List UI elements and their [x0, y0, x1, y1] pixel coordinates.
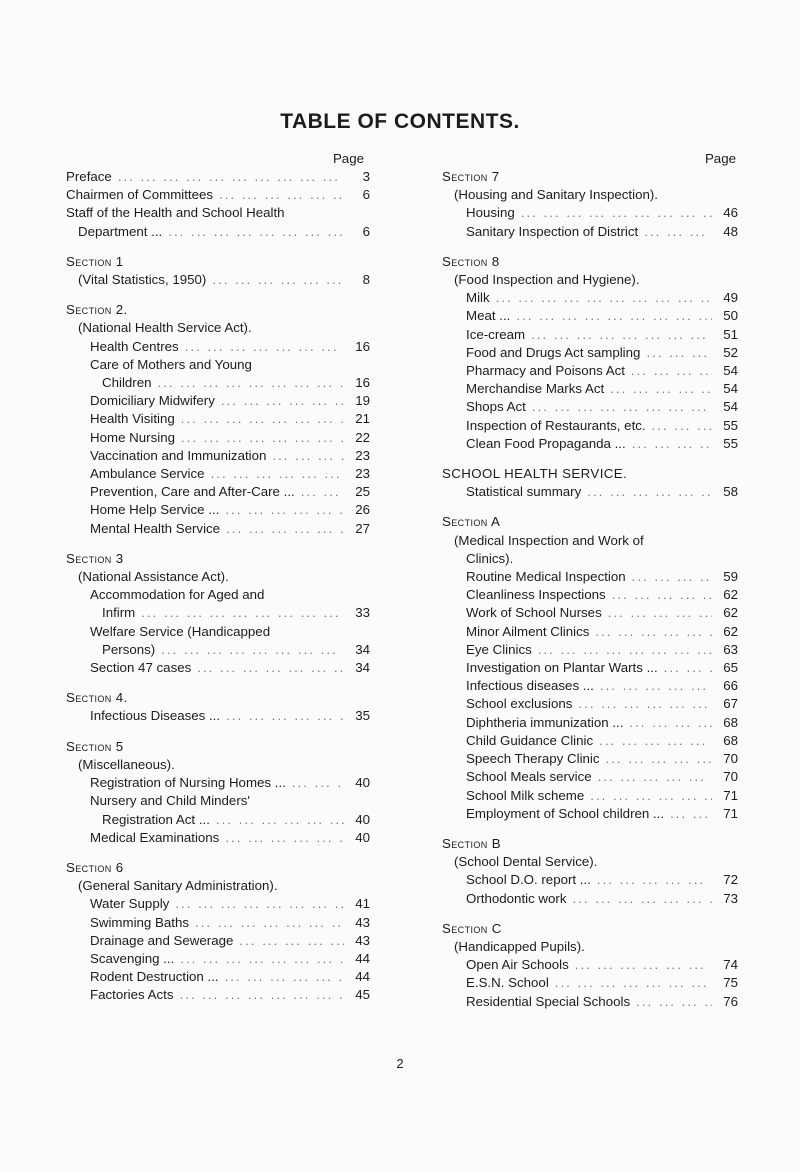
toc-entry[interactable]: Child Guidance Clinic ... . 68 [442, 732, 738, 750]
toc-entry[interactable]: Ambulance Service ... . 23 [66, 465, 370, 483]
toc-entry[interactable]: Minor Ailment Clinics ... . 62 [442, 623, 738, 641]
toc-entry[interactable]: Registration Act ... ... . 40 [66, 811, 370, 829]
toc-entry[interactable]: Statistical summary ... . 58 [442, 483, 738, 501]
toc-entry[interactable]: Children ... . 16 [66, 374, 370, 392]
toc-entry[interactable]: Employment of School children ... ... . 71 [442, 805, 738, 823]
section-heading: Section A [442, 514, 501, 530]
toc-entry[interactable]: Speech Therapy Clinic ... . 70 [442, 750, 738, 768]
toc-entry[interactable]: Pharmacy and Poisons Act ... . 54 [442, 362, 738, 380]
toc-entry[interactable]: School D.O. report ... ... . 72 [442, 871, 738, 889]
toc-entry-vital-statistics[interactable]: (Vital Statistics, 1950) ... . 8 [66, 271, 370, 289]
toc-entry-chairmen[interactable]: Chairmen of Committees ... . 6 [66, 186, 370, 204]
toc-entry[interactable]: Routine Medical Inspection ... . 59 [442, 568, 738, 586]
page-column-header: Page [332, 151, 364, 166]
section-subtitle-cont: Clinics). [466, 550, 514, 566]
toc-entry[interactable]: Milk ... . 49 [442, 289, 738, 307]
toc-entry[interactable]: Sanitary Inspection of District ... . 48 [442, 223, 738, 241]
toc-entry[interactable]: Shops Act ... . 54 [442, 398, 738, 416]
toc-entry[interactable]: Cleanliness Inspections ... . 62 [442, 586, 738, 604]
toc-entry[interactable]: Drainage and Sewerage ... . 43 [66, 932, 370, 950]
section-subtitle: (Miscellaneous). [78, 756, 175, 772]
section-heading: Section 5 [66, 738, 124, 754]
toc-entry-preface[interactable]: Preface ... . 3 [66, 168, 370, 186]
section-heading: Section 2. [66, 302, 128, 318]
toc-entry[interactable]: Residential Special Schools ... . 76 [442, 993, 738, 1011]
toc-entry[interactable]: Medical Examinations ... . 40 [66, 829, 370, 847]
section-heading: Section 1 [66, 253, 124, 269]
section-subtitle: (National Assistance Act). [78, 569, 229, 585]
contents-column-right [442, 150, 738, 1011]
toc-entry[interactable]: Open Air Schools ... . 74 [442, 956, 738, 974]
toc-entry-staff-line1: Staff of the Health and School Health [66, 205, 285, 221]
toc-entry[interactable]: Eye Clinics ... . 63 [442, 641, 738, 659]
toc-entry[interactable]: Vaccination and Immunization ... . 23 [66, 447, 370, 465]
section-heading: Section C [442, 920, 502, 936]
toc-entry-staff[interactable]: Department ... ... . 6 [66, 223, 370, 241]
toc-entry-line: Care of Mothers and Young [90, 356, 252, 372]
toc-entry[interactable]: Infectious diseases ... ... . 66 [442, 677, 738, 695]
toc-entry[interactable]: Orthodontic work ... . 73 [442, 890, 738, 908]
toc-entry[interactable]: School Meals service ... . 70 [442, 768, 738, 786]
section-subtitle: (National Health Service Act). [78, 320, 252, 336]
toc-entry[interactable]: Investigation on Plantar Warts ... ... . 65 [442, 659, 738, 677]
toc-entry[interactable]: Prevention, Care and After-Care ... ... . 25 [66, 483, 370, 501]
section-subtitle: (Medical Inspection and Work of [454, 532, 644, 548]
toc-entry[interactable]: Ice-cream ... . 51 [442, 326, 738, 344]
toc-entry[interactable]: Health Visiting ... . 21 [66, 410, 370, 428]
section-subtitle: (Housing and Sanitary Inspection). [454, 187, 658, 203]
toc-entry[interactable]: E.S.N. School ... . 75 [442, 974, 738, 992]
toc-entry[interactable]: Water Supply ... . 41 [66, 895, 370, 913]
toc-entry[interactable]: Persons) ... . 34 [66, 641, 370, 659]
toc-entry[interactable]: Swimming Baths ... . 43 [66, 914, 370, 932]
section-heading: Section 7 [442, 169, 500, 184]
toc-entry[interactable]: Infirm ... . 33 [66, 604, 370, 622]
toc-entry[interactable]: Registration of Nursing Homes ... ... . 40 [66, 774, 370, 792]
toc-entry[interactable]: Domiciliary Midwifery ... . 19 [66, 392, 370, 410]
toc-entry[interactable]: School Milk scheme ... . 71 [442, 787, 738, 805]
toc-entry[interactable]: Meat ... ... . 50 [442, 307, 738, 325]
toc-entry[interactable]: Mental Health Service ... . 27 [66, 520, 370, 538]
toc-entry[interactable]: Factories Acts ... . 45 [66, 986, 370, 1004]
toc-entry[interactable]: Rodent Destruction ... ... . 44 [66, 968, 370, 986]
toc-entry[interactable]: Scavenging ... ... . 44 [66, 950, 370, 968]
page-number: 2 [396, 1056, 404, 1071]
toc-entry-line: Nursery and Child Minders' [90, 793, 250, 809]
section-subtitle: (Food Inspection and Hygiene). [454, 272, 640, 288]
toc-entry[interactable]: Work of School Nurses ... . 62 [442, 604, 738, 622]
toc-entry[interactable]: Home Help Service ... ... . 26 [66, 501, 370, 519]
toc-entry[interactable]: Section 47 cases ... . 34 [66, 659, 370, 677]
toc-entry[interactable]: Food and Drugs Act sampling ... . 52 [442, 344, 738, 362]
toc-entry[interactable]: Housing ... . 46 [442, 204, 738, 222]
section-subtitle: (General Sanitary Administration). [78, 878, 278, 894]
toc-entry[interactable]: Health Centres ... . 16 [66, 338, 370, 356]
toc-entry[interactable]: Infectious Diseases ... ... . 35 [66, 707, 370, 725]
section-heading: Section 6 [66, 859, 124, 875]
section-subtitle: (School Dental Service). [454, 854, 598, 870]
toc-entry[interactable]: Merchandise Marks Act ... . 54 [442, 380, 738, 398]
section-subtitle: (Handicapped Pupils). [454, 938, 585, 954]
toc-entry-line: Accommodation for Aged and [90, 587, 265, 603]
toc-entry[interactable]: School exclusions ... . 67 [442, 695, 738, 713]
toc-entry[interactable]: Inspection of Restaurants, etc. ... . 55 [442, 417, 738, 435]
school-health-heading: SCHOOL HEALTH SERVICE. [442, 466, 628, 482]
toc-entry-line: Welfare Service (Handicapped [90, 623, 271, 639]
section-heading: Section 8 [442, 253, 500, 269]
toc-entry[interactable]: Home Nursing ... . 22 [66, 429, 370, 447]
section-heading: Section 3 [66, 550, 124, 566]
section-heading: Section 4. [66, 690, 128, 706]
toc-entry[interactable]: Diphtheria immunization ... ... . 68 [442, 714, 738, 732]
section-heading: Section B [442, 835, 502, 851]
page-title: TABLE OF CONTENTS. [280, 110, 520, 133]
toc-entry[interactable]: Clean Food Propaganda ... ... . 55 [442, 435, 738, 453]
page-column-header: Page [704, 151, 736, 166]
contents-column-left [66, 150, 370, 1005]
